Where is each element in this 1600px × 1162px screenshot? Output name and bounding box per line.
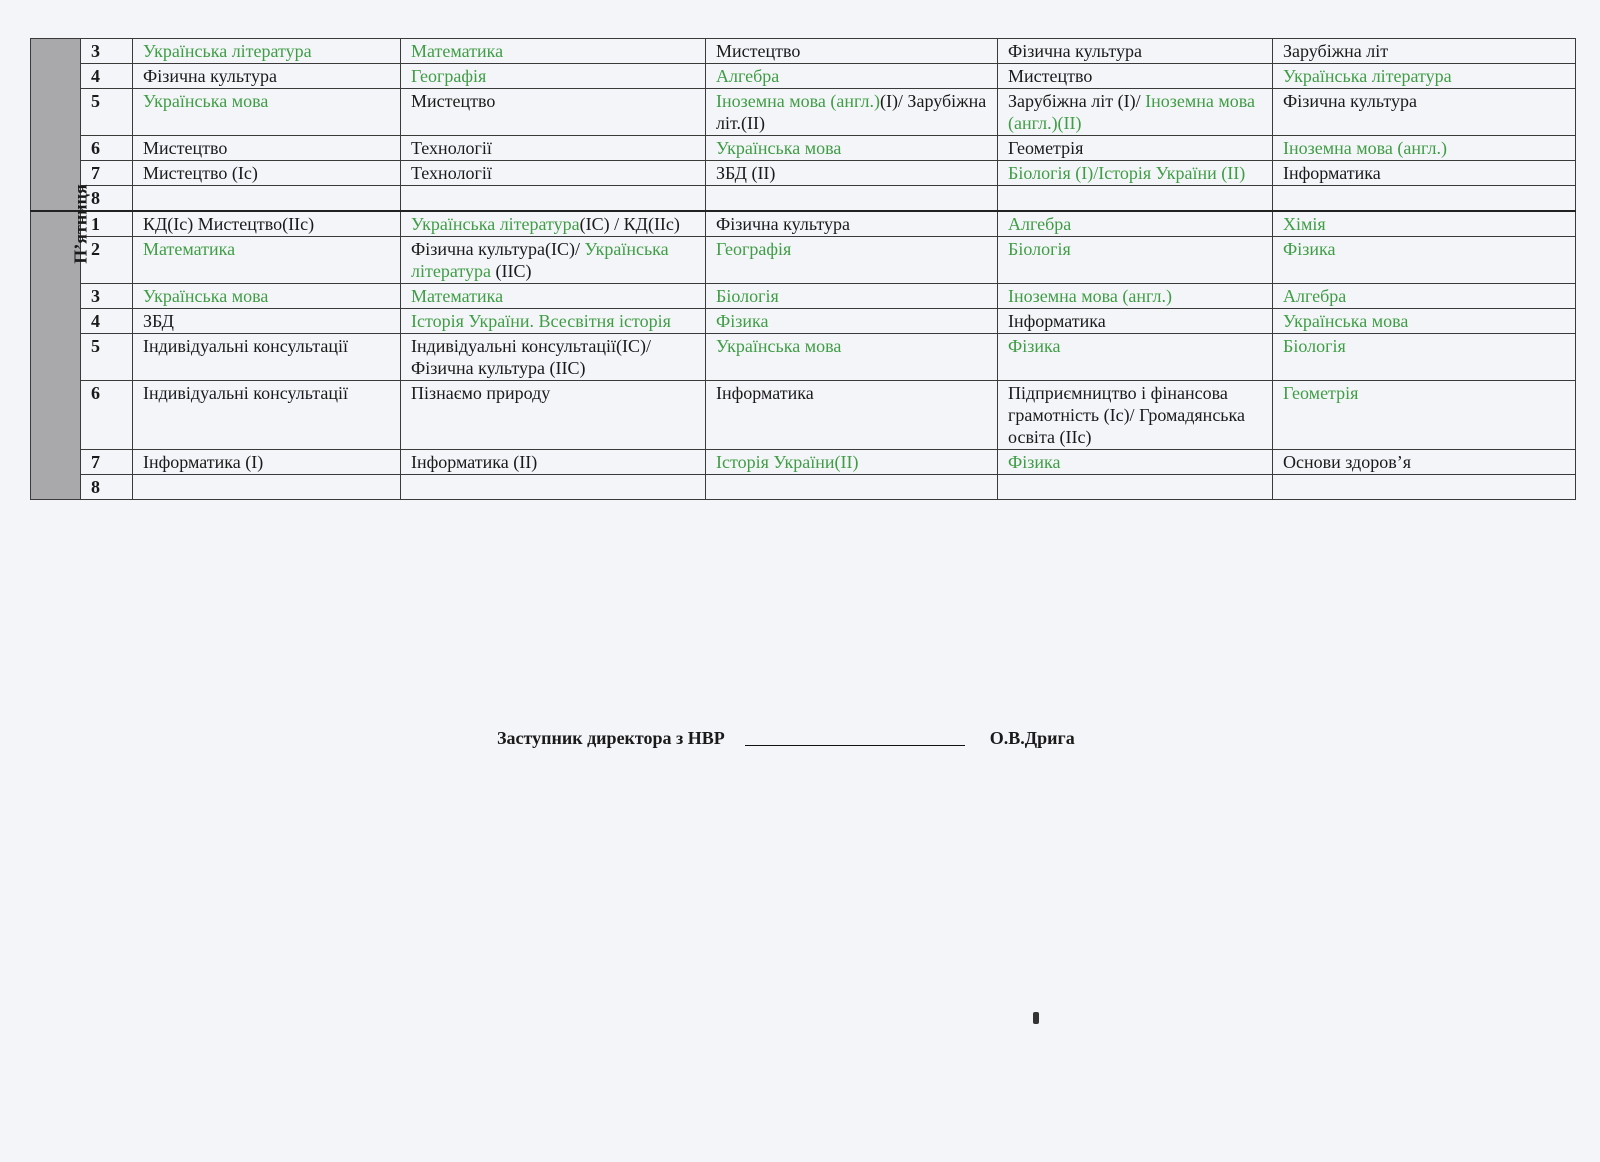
subject-cell bbox=[401, 136, 706, 161]
table-row bbox=[31, 89, 1576, 136]
subject-cell bbox=[401, 381, 706, 450]
subject-text: Хімія bbox=[1283, 214, 1326, 234]
lesson-number: 5 bbox=[81, 334, 133, 381]
subject-text: Біологія bbox=[1283, 336, 1346, 356]
subject-text: Індивідуальні консультації bbox=[143, 383, 348, 403]
subject-cell bbox=[401, 161, 706, 186]
subject-cell bbox=[1273, 450, 1576, 475]
friday-block bbox=[31, 184, 1576, 500]
subject-text: Мистецтво bbox=[143, 138, 228, 158]
subject-cell bbox=[401, 475, 706, 500]
subject-text: Географія bbox=[411, 66, 487, 86]
subject-text: Українська література bbox=[411, 239, 669, 281]
subject-cell bbox=[1273, 309, 1576, 334]
subject-text: Геометрія bbox=[1283, 383, 1359, 403]
subject-cell bbox=[998, 89, 1273, 136]
subject-cell bbox=[401, 450, 706, 475]
subject-cell bbox=[133, 136, 401, 161]
subject-text: Біологія bbox=[1008, 239, 1071, 259]
subject-cell bbox=[133, 309, 401, 334]
subject-cell bbox=[998, 450, 1273, 475]
table-row bbox=[31, 211, 1576, 237]
table-row bbox=[31, 161, 1576, 186]
subject-cell bbox=[401, 64, 706, 89]
subject-cell bbox=[998, 64, 1273, 89]
signature-line bbox=[745, 745, 965, 746]
previous-day-block bbox=[31, 39, 1576, 212]
subject-cell bbox=[998, 211, 1273, 237]
subject-text: Мистецтво bbox=[1008, 66, 1093, 86]
subject-text: Українська мова bbox=[143, 91, 269, 111]
subject-text: ЗБД (ІІ) bbox=[716, 163, 776, 183]
table-row bbox=[31, 381, 1576, 450]
subject-cell bbox=[706, 64, 998, 89]
subject-text: Історія України. Всесвітня історія bbox=[411, 311, 671, 331]
subject-text: Українська література bbox=[411, 214, 580, 234]
table-row bbox=[31, 475, 1576, 500]
table-row bbox=[31, 186, 1576, 212]
subject-cell bbox=[706, 334, 998, 381]
lesson-number: 7 bbox=[81, 450, 133, 475]
subject-cell bbox=[1273, 475, 1576, 500]
subject-text: Біологія bbox=[716, 286, 779, 306]
subject-cell bbox=[998, 136, 1273, 161]
subject-text: Мистецтво bbox=[716, 41, 801, 61]
table-row bbox=[31, 334, 1576, 381]
lesson-number: 8 bbox=[81, 475, 133, 500]
subject-text: Фізична культура bbox=[1008, 41, 1142, 61]
subject-text: (І)/ Зарубіжна літ.(ІІ) bbox=[716, 91, 987, 133]
lesson-number: 3 bbox=[81, 284, 133, 309]
lesson-number: 4 bbox=[81, 64, 133, 89]
subject-text: Іноземна мова (англ.) bbox=[1008, 286, 1172, 306]
subject-cell bbox=[133, 284, 401, 309]
subject-cell bbox=[401, 39, 706, 64]
lesson-number: 4 bbox=[81, 309, 133, 334]
subject-cell bbox=[1273, 39, 1576, 64]
subject-cell bbox=[401, 89, 706, 136]
subject-text: Індивідуальні консультації(ІС)/ Фізична культура (ІІС) bbox=[411, 336, 651, 378]
ink-mark bbox=[1033, 1012, 1039, 1024]
subject-cell bbox=[1273, 64, 1576, 89]
subject-cell bbox=[706, 475, 998, 500]
subject-cell bbox=[1273, 334, 1576, 381]
subject-cell bbox=[998, 381, 1273, 450]
subject-text: Іноземна мова (англ.) bbox=[716, 91, 880, 111]
subject-cell bbox=[1273, 136, 1576, 161]
subject-cell bbox=[401, 237, 706, 284]
subject-cell bbox=[133, 161, 401, 186]
subject-text: Фізика bbox=[1008, 452, 1061, 472]
subject-cell bbox=[1273, 284, 1576, 309]
lesson-number: 1 bbox=[81, 211, 133, 237]
subject-cell bbox=[1273, 237, 1576, 284]
subject-cell bbox=[706, 309, 998, 334]
schedule-table bbox=[30, 38, 1576, 500]
subject-text: Інформатика bbox=[716, 383, 814, 403]
subject-text: (ІІС) bbox=[490, 261, 532, 281]
subject-text: Індивідуальні консультації bbox=[143, 336, 348, 356]
subject-text: Алгебра bbox=[1283, 286, 1347, 306]
subject-text: Іноземна мова (англ.)(ІІ) bbox=[1008, 91, 1255, 133]
subject-cell bbox=[998, 334, 1273, 381]
subject-cell bbox=[133, 64, 401, 89]
subject-text: Українська мова bbox=[716, 336, 842, 356]
subject-text: Іноземна мова (англ.) bbox=[1283, 138, 1447, 158]
subject-cell bbox=[706, 89, 998, 136]
signature-name: О.В.Дрига bbox=[989, 728, 1075, 748]
subject-cell bbox=[706, 211, 998, 237]
table-row bbox=[31, 39, 1576, 64]
subject-text: Пізнаємо природу bbox=[411, 383, 551, 403]
subject-cell bbox=[1273, 186, 1576, 212]
subject-cell bbox=[998, 186, 1273, 212]
subject-cell bbox=[1273, 89, 1576, 136]
subject-text: Українська література bbox=[1283, 66, 1452, 86]
subject-text: КД(Іс) Мистецтво(ІІс) bbox=[143, 214, 315, 234]
subject-cell bbox=[1273, 381, 1576, 450]
lesson-number: 3 bbox=[81, 39, 133, 64]
lesson-number: 8 bbox=[81, 186, 133, 212]
subject-text: Інформатика (І) bbox=[143, 452, 264, 472]
subject-cell bbox=[133, 89, 401, 136]
subject-cell bbox=[998, 309, 1273, 334]
subject-cell bbox=[998, 237, 1273, 284]
subject-cell bbox=[998, 284, 1273, 309]
table-row bbox=[31, 64, 1576, 89]
subject-text: Інформатика (ІІ) bbox=[411, 452, 538, 472]
lesson-number: 2 bbox=[81, 237, 133, 284]
subject-cell bbox=[401, 186, 706, 212]
subject-text: Геометрія bbox=[1008, 138, 1084, 158]
day-label: П’ятниця bbox=[70, 184, 91, 264]
subject-text: Українська література bbox=[143, 41, 312, 61]
signature-position: Заступник директора з НВР bbox=[497, 728, 725, 748]
table-row bbox=[31, 450, 1576, 475]
subject-cell bbox=[133, 334, 401, 381]
subject-cell bbox=[706, 39, 998, 64]
subject-cell bbox=[706, 450, 998, 475]
subject-text: Зарубіжна літ (І)/ bbox=[1008, 91, 1146, 111]
subject-cell bbox=[133, 39, 401, 64]
subject-text: Біологія (І)/Історія України (ІІ) bbox=[1008, 163, 1246, 183]
subject-cell bbox=[133, 381, 401, 450]
subject-text: Географія bbox=[716, 239, 792, 259]
subject-text: ЗБД bbox=[143, 311, 174, 331]
subject-cell bbox=[401, 284, 706, 309]
subject-text: Українська мова bbox=[716, 138, 842, 158]
subject-text: Алгебра bbox=[1008, 214, 1072, 234]
subject-text: Українська мова bbox=[1283, 311, 1409, 331]
subject-cell bbox=[133, 475, 401, 500]
day-cell bbox=[31, 184, 91, 500]
subject-cell bbox=[706, 237, 998, 284]
lesson-number: 6 bbox=[81, 381, 133, 450]
table-row bbox=[31, 136, 1576, 161]
subject-text: Технології bbox=[411, 163, 492, 183]
subject-text: Українська мова bbox=[143, 286, 269, 306]
table-row bbox=[31, 284, 1576, 309]
subject-text: Алгебра bbox=[716, 66, 780, 86]
table-row bbox=[31, 309, 1576, 334]
subject-cell bbox=[706, 284, 998, 309]
subject-cell bbox=[706, 186, 998, 212]
signature-block bbox=[497, 728, 1075, 749]
subject-text: Основи здоров’я bbox=[1283, 452, 1411, 472]
subject-text: Фізика bbox=[1008, 336, 1061, 356]
subject-cell bbox=[133, 450, 401, 475]
subject-cell bbox=[1273, 161, 1576, 186]
subject-text: Фізика bbox=[716, 311, 769, 331]
lesson-number: 5 bbox=[81, 89, 133, 136]
subject-cell bbox=[998, 161, 1273, 186]
lesson-number: 7 bbox=[81, 161, 133, 186]
subject-text: (ІС) / КД(ІІс) bbox=[579, 214, 680, 234]
subject-cell bbox=[998, 39, 1273, 64]
subject-text: Зарубіжна літ bbox=[1283, 41, 1389, 61]
subject-text: Історія України(ІІ) bbox=[716, 452, 859, 472]
subject-cell bbox=[706, 136, 998, 161]
subject-text: Інформатика bbox=[1283, 163, 1381, 183]
subject-cell bbox=[133, 186, 401, 212]
subject-text: Фізика bbox=[1283, 239, 1336, 259]
subject-cell bbox=[706, 161, 998, 186]
subject-text: Підприємництво і фінансова грамотність (Іс)/ Громадянська освіта (ІІс) bbox=[1008, 383, 1245, 447]
subject-text: Фізична культура bbox=[1283, 91, 1417, 111]
lesson-number: 6 bbox=[81, 136, 133, 161]
subject-text: Математика bbox=[411, 41, 504, 61]
subject-text: Мистецтво bbox=[411, 91, 496, 111]
subject-cell bbox=[998, 475, 1273, 500]
subject-cell bbox=[401, 211, 706, 237]
table-row bbox=[31, 237, 1576, 284]
subject-text: Математика bbox=[143, 239, 236, 259]
subject-cell bbox=[1273, 211, 1576, 237]
subject-text: Математика bbox=[411, 286, 504, 306]
subject-text: Фізична культура bbox=[143, 66, 277, 86]
subject-cell bbox=[133, 211, 401, 237]
subject-cell bbox=[401, 309, 706, 334]
subject-cell bbox=[133, 237, 401, 284]
subject-text: Інформатика bbox=[1008, 311, 1106, 331]
subject-text: Фізична культура bbox=[716, 214, 850, 234]
subject-cell bbox=[401, 334, 706, 381]
subject-cell bbox=[706, 381, 998, 450]
subject-text: Мистецтво (Іс) bbox=[143, 163, 258, 183]
subject-text: Фізична культура(ІС)/ bbox=[411, 239, 585, 259]
subject-text: Технології bbox=[411, 138, 492, 158]
